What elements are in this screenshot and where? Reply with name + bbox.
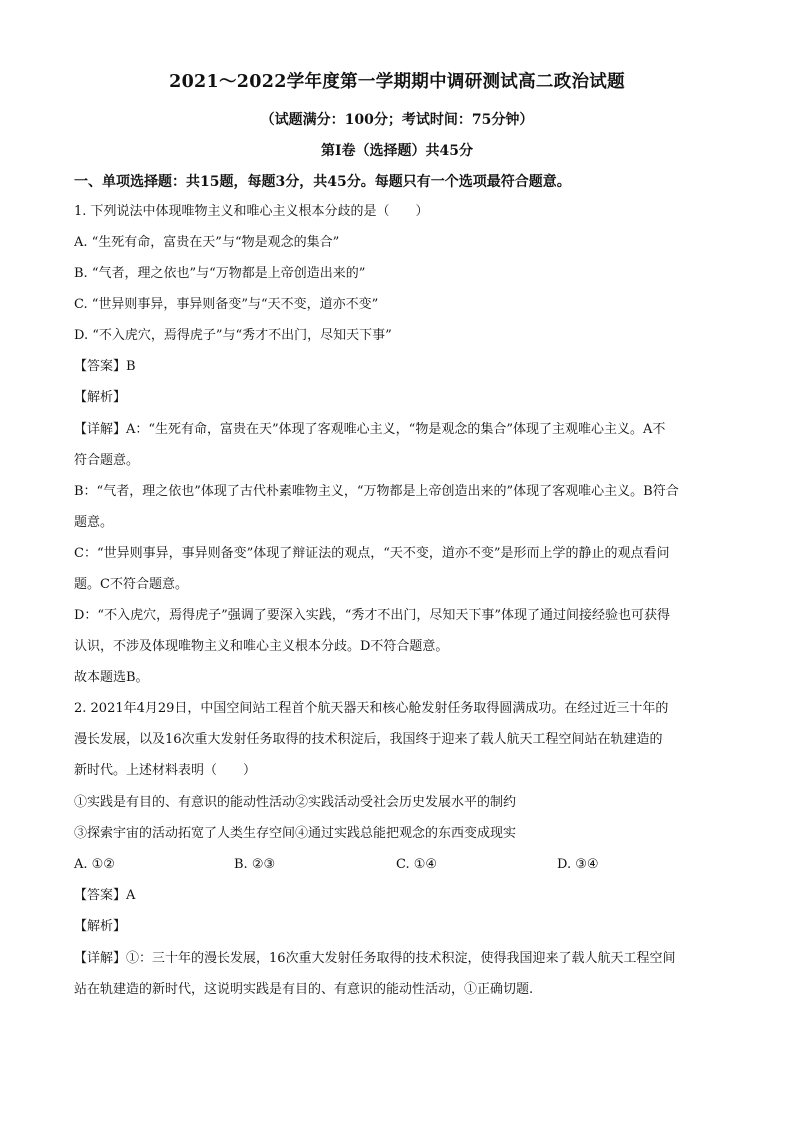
- q2-choice-c: C. ①④: [396, 857, 438, 872]
- q1-detail-line: 【详解】A：“生死有命，富贵在天”体现了客观唯心主义，“物是观念的集合”体现了主观唯心主义。A不: [74, 422, 666, 437]
- q1-detail-line: C：“世异则事异，事异则备变”体现了辩证法的观点，“天不变，道亦不变”是形而上学的静止的观点看问: [74, 546, 670, 561]
- volume-heading: 第Ⅰ卷（选择题）共45分: [320, 143, 474, 159]
- q1-detail-line: 题。C不符合题意。: [74, 577, 188, 592]
- q1-stem: 1. 下列说法中体现唯物主义和唯心主义根本分歧的是（ ）: [74, 204, 429, 219]
- q2-statements-3-4: ③探索宇宙的活动拓宽了人类生存空间④通过实践总能把观念的东西变成现实: [74, 826, 517, 841]
- q1-option-d: D. “不入虎穴，焉得虎子”与“秀才不出门，尽知天下事”: [74, 328, 392, 343]
- q1-option-b: B. “气者，理之依也”与“万物都是上帝创造出来的”: [74, 266, 366, 281]
- exam-info: （试题满分：100分；考试时间：75分钟）: [260, 112, 534, 128]
- q1-option-c: C. “世异则事异，事异则备变”与“天不变，道亦不变”: [74, 297, 379, 312]
- q2-stem-line: 漫长发展，以及16次重大发射任务取得的技术积淀后，我国终于迎来了载人航天工程空间站在轨建造的: [74, 732, 663, 747]
- q1-detail-line: 符合题意。: [74, 453, 140, 468]
- q2-stem-line: 2. 2021年4月29日，中国空间站工程首个航天器天和核心舱发射任务取得圆满成功。在经过近三十年的: [74, 701, 669, 716]
- q1-detail-line: 题意。: [74, 515, 114, 530]
- q2-statements-1-2: ①实践是有目的、有意识的能动性活动②实践活动受社会历史发展水平的制约: [74, 795, 517, 810]
- page-title: 2021～2022学年度第一学期期中调研测试高二政治试题: [169, 72, 625, 92]
- q2-choice-a: A. ①②: [74, 857, 115, 872]
- section-heading: 一、单项选择题：共15题，每题3分，共45分。每题只有一个选项最符合题意。: [74, 174, 571, 190]
- q2-choice-d: D. ③④: [557, 857, 599, 872]
- q1-detail-line: B：“气者，理之依也”体现了古代朴素唯物主义，“万物都是上帝创造出来的”体现了客观唯心主义。B符合: [74, 484, 679, 499]
- q1-detail-line: D：“不入虎穴，焉得虎子”强调了要深入实践，“秀才不出门，尽知天下事”体现了通过间接经验也可获得: [74, 608, 671, 623]
- q1-option-a: A. “生死有命，富贵在天”与“物是观念的集合”: [74, 235, 340, 250]
- q2-stem-line: 新时代。上述材料表明（ ）: [74, 763, 257, 778]
- q2-answer: 【答案】A: [74, 888, 136, 903]
- q2-choice-b: B. ②③: [234, 857, 276, 872]
- q1-conclusion: 故本题选B。: [74, 670, 149, 685]
- q1-analysis-label: 【解析】: [74, 390, 127, 405]
- q1-answer: 【答案】B: [74, 359, 136, 374]
- q2-detail-line: 【详解】①：三十年的漫长发展，16次重大发射任务取得的技术积淀，使得我国迎来了载人航天工程空间: [74, 951, 676, 966]
- q2-analysis-label: 【解析】: [74, 919, 127, 934]
- q2-detail-line: 站在轨建造的新时代，这说明实践是有目的、有意识的能动性活动，①正确切题.: [74, 982, 534, 997]
- q1-detail-line: 认识，不涉及体现唯物主义和唯心主义根本分歧。D不符合题意。: [74, 639, 449, 654]
